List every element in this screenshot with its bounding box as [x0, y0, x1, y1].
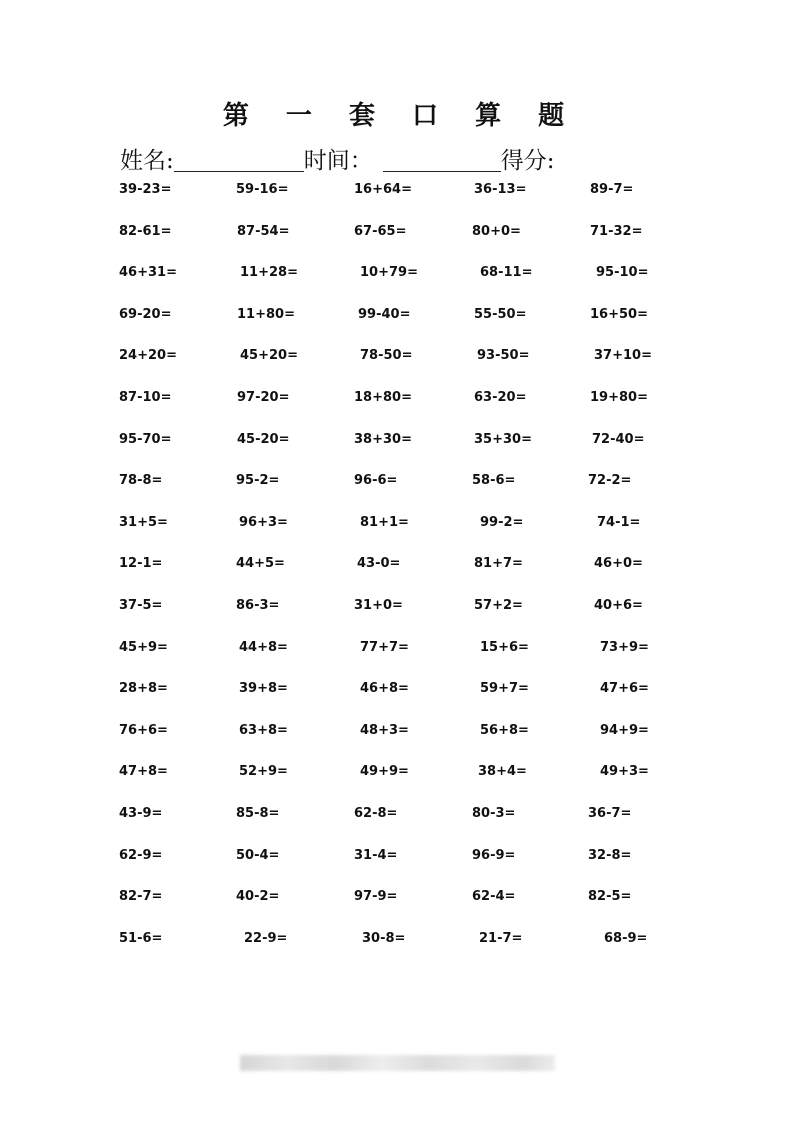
time-blank[interactable]	[383, 147, 501, 172]
problem-item: 44+8=	[239, 639, 288, 655]
problem-item: 10+79=	[360, 265, 418, 281]
problem-item: 50-4=	[236, 847, 280, 863]
problem-item: 78-50=	[360, 348, 413, 364]
problem-item: 63-20=	[474, 389, 527, 405]
problem-item: 31+5=	[119, 514, 168, 530]
problem-item: 74-1=	[597, 514, 641, 530]
problem-row	[0, 305, 793, 347]
problem-item: 12-1=	[119, 556, 163, 572]
problem-item: 49+3=	[600, 764, 649, 780]
problem-item: 21-7=	[479, 930, 523, 946]
problem-item: 22-9=	[244, 930, 288, 946]
problem-item: 67-65=	[354, 223, 407, 239]
problem-item: 40-2=	[236, 889, 280, 905]
problem-row	[0, 263, 793, 305]
problem-item: 72-2=	[588, 473, 632, 489]
problem-item: 24+20=	[119, 348, 177, 364]
problem-row	[0, 887, 793, 929]
problem-item: 38+30=	[354, 431, 412, 447]
problem-item: 18+80=	[354, 389, 412, 405]
problem-item: 39-23=	[119, 182, 172, 197]
problem-item: 82-7=	[119, 889, 163, 905]
problem-row	[0, 222, 793, 264]
problem-item: 97-9=	[354, 889, 398, 905]
problem-item: 71-32=	[590, 223, 643, 239]
problem-item: 62-8=	[354, 805, 398, 821]
problem-item: 48+3=	[360, 722, 409, 738]
problem-item: 72-40=	[592, 431, 645, 447]
problem-item: 44+5=	[236, 556, 285, 572]
problem-item: 89-7=	[590, 182, 634, 197]
blurred-watermark	[240, 1055, 555, 1071]
problem-row	[0, 679, 793, 721]
problem-item: 19+80=	[590, 389, 648, 405]
problem-item: 31+0=	[354, 597, 403, 613]
problem-item: 55-50=	[474, 306, 527, 322]
problem-grid	[0, 180, 793, 970]
problem-item: 85-8=	[236, 805, 280, 821]
page-title: 第 一 套 口 算 题	[222, 101, 579, 131]
problem-item: 81+1=	[360, 514, 409, 530]
problem-item: 96-9=	[472, 847, 516, 863]
problem-item: 81+7=	[474, 556, 523, 572]
problem-item: 63+8=	[239, 722, 288, 738]
problem-item: 46+0=	[594, 556, 643, 572]
problem-item: 37+10=	[594, 348, 652, 364]
problem-item: 31-4=	[354, 847, 398, 863]
problem-item: 68-9=	[604, 930, 648, 946]
problem-row	[0, 554, 793, 596]
problem-item: 47+8=	[119, 764, 168, 780]
problem-item: 28+8=	[119, 681, 168, 697]
problem-item: 51-6=	[119, 930, 163, 946]
problem-item: 95-70=	[119, 431, 172, 447]
problem-row	[0, 638, 793, 680]
problem-item: 52+9=	[239, 764, 288, 780]
problem-item: 77+7=	[360, 639, 409, 655]
problem-item: 11+80=	[237, 306, 295, 322]
score-label: 得分:	[500, 148, 555, 174]
problem-item: 62-4=	[472, 889, 516, 905]
problem-item: 97-20=	[237, 389, 290, 405]
problem-item: 45-20=	[237, 431, 290, 447]
problem-item: 46+8=	[360, 681, 409, 697]
problem-row	[0, 346, 793, 388]
problem-item: 80+0=	[472, 223, 521, 239]
problem-row	[0, 513, 793, 555]
problem-row	[0, 721, 793, 763]
name-blank[interactable]	[174, 147, 304, 172]
problem-item: 39+8=	[239, 681, 288, 697]
problem-item: 99-40=	[358, 306, 411, 322]
problem-row	[0, 471, 793, 513]
problem-item: 73+9=	[600, 639, 649, 655]
problem-row	[0, 762, 793, 804]
problem-item: 43-0=	[357, 556, 401, 572]
problem-item: 93-50=	[477, 348, 530, 364]
student-info-row	[120, 140, 555, 176]
problem-item: 43-9=	[119, 805, 163, 821]
problem-item: 59-16=	[236, 182, 289, 197]
problem-item: 82-5=	[588, 889, 632, 905]
problem-row	[0, 180, 793, 222]
problem-item: 30-8=	[362, 930, 406, 946]
problem-item: 87-10=	[119, 389, 172, 405]
problem-item: 69-20=	[119, 306, 172, 322]
problem-row	[0, 804, 793, 846]
problem-item: 86-3=	[236, 597, 280, 613]
problem-item: 56+8=	[480, 722, 529, 738]
problem-item: 49+9=	[360, 764, 409, 780]
problem-item: 40+6=	[594, 597, 643, 613]
problem-item: 46+31=	[119, 265, 177, 281]
problem-item: 59+7=	[480, 681, 529, 697]
problem-item: 80-3=	[472, 805, 516, 821]
problem-item: 32-8=	[588, 847, 632, 863]
problem-item: 16+64=	[354, 182, 412, 197]
problem-item: 11+28=	[240, 265, 298, 281]
problem-item: 36-7=	[588, 805, 632, 821]
problem-item: 35+30=	[474, 431, 532, 447]
problem-item: 99-2=	[480, 514, 524, 530]
problem-row	[0, 388, 793, 430]
problem-item: 47+6=	[600, 681, 649, 697]
problem-item: 87-54=	[237, 223, 290, 239]
problem-item: 68-11=	[480, 265, 533, 281]
problem-row	[0, 846, 793, 888]
problem-item: 38+4=	[478, 764, 527, 780]
problem-item: 95-2=	[236, 473, 280, 489]
problem-item: 37-5=	[119, 597, 163, 613]
problem-item: 45+20=	[240, 348, 298, 364]
problem-item: 36-13=	[474, 182, 527, 197]
problem-item: 16+50=	[590, 306, 648, 322]
problem-item: 15+6=	[480, 639, 529, 655]
problem-item: 57+2=	[474, 597, 523, 613]
problem-row	[0, 430, 793, 472]
problem-item: 95-10=	[596, 265, 649, 281]
problem-item: 76+6=	[119, 722, 168, 738]
name-label: 姓名:	[120, 148, 174, 174]
problem-item: 94+9=	[600, 722, 649, 738]
problem-item: 78-8=	[119, 473, 163, 489]
problem-item: 82-61=	[119, 223, 172, 239]
problem-item: 58-6=	[472, 473, 516, 489]
time-label: 时间：	[303, 148, 373, 174]
problem-item: 62-9=	[119, 847, 163, 863]
problem-item: 96-6=	[354, 473, 398, 489]
problem-row	[0, 596, 793, 638]
problem-item: 45+9=	[119, 639, 168, 655]
problem-row	[0, 929, 793, 971]
problem-item: 96+3=	[239, 514, 288, 530]
